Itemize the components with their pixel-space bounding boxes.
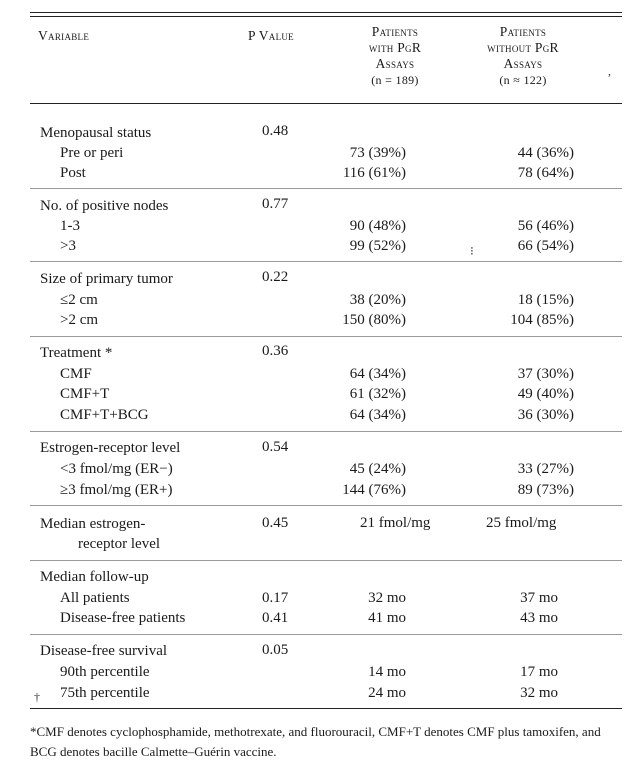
cell-with: 150 (80%)	[342, 312, 406, 328]
group-label: Menopausal status	[40, 125, 152, 141]
cell-with: 41 mo	[368, 610, 406, 626]
group-divider	[30, 336, 622, 337]
cell-without: 104 (85%)	[510, 312, 574, 328]
header-without-pgr: Patients without PgR Assays (n ≈ 122)	[487, 24, 559, 87]
cell-with: 144 (76%)	[342, 482, 406, 498]
cell-without: 25 fmol/mg	[486, 515, 557, 531]
top-rule	[30, 12, 622, 13]
group-label-cont: receptor level	[78, 536, 161, 552]
cell-with: 90 (48%)	[349, 218, 406, 234]
cell-without: 37 (30%)	[517, 366, 574, 382]
p-value: 0.05	[262, 642, 289, 658]
group-divider	[30, 560, 622, 561]
row-label: >3	[60, 238, 76, 254]
p-value: 0.22	[262, 269, 289, 285]
cell-with: 61 (32%)	[349, 386, 406, 402]
p-value: 0.77	[262, 196, 289, 212]
row-label: CMF+T+BCG	[60, 407, 149, 423]
row-label: All patients	[60, 590, 130, 606]
group-label: Median estrogen-	[40, 516, 146, 532]
group-label: Disease-free survival	[40, 643, 168, 659]
header-variable: Variable	[38, 28, 90, 43]
row-label: >2 cm	[60, 312, 99, 328]
cell-with: 45 (24%)	[349, 461, 406, 477]
row-label: ≤2 cm	[60, 292, 98, 308]
row-label: Disease-free patients	[60, 610, 186, 626]
cell-with: 64 (34%)	[349, 366, 406, 382]
cell-without: 17 mo	[520, 664, 558, 680]
stray-mark: †	[34, 690, 40, 704]
row-label: 1-3	[60, 218, 80, 234]
cell-without: 33 (27%)	[517, 461, 574, 477]
stray-mark: ,	[608, 64, 611, 78]
header-with-pgr: Patients with PgR Assays (n = 189)	[368, 24, 422, 87]
group-label: Estrogen-receptor level	[40, 440, 181, 456]
footnote: *CMF denotes cyclophosphamide, methotrexate, and fluorouracil, CMF+T denotes CMF plus tamoxifen, and BCG denotes bacille Calmette–Guérin vaccine.	[30, 724, 601, 759]
row-label: Pre or peri	[60, 145, 124, 161]
p-value: 0.36	[262, 343, 289, 359]
header-p-value: P Value	[248, 28, 294, 43]
row-label: Post	[60, 165, 86, 181]
row-label: <3 fmol/mg (ER−)	[60, 461, 173, 477]
cell-with: 38 (20%)	[349, 292, 406, 308]
cell-without: 44 (36%)	[517, 145, 574, 161]
group-label: Median follow-up	[40, 569, 149, 585]
cell-without: 32 mo	[520, 685, 558, 701]
p-value: 0.17	[262, 590, 289, 606]
row-label: ≥3 fmol/mg (ER+)	[60, 482, 173, 498]
row-label: 90th percentile	[60, 664, 150, 680]
cell-without: 18 (15%)	[517, 292, 574, 308]
cell-without: 89 (73%)	[517, 482, 574, 498]
cell-with: 14 mo	[368, 664, 406, 680]
group-label: Treatment *	[40, 345, 113, 361]
cell-with: 64 (34%)	[349, 407, 406, 423]
group-divider	[30, 505, 622, 506]
cell-with: 21 fmol/mg	[360, 515, 431, 531]
cell-without: 36 (30%)	[517, 407, 574, 423]
group-label: No. of positive nodes	[40, 198, 169, 214]
stray-mark: ⁝	[470, 244, 474, 258]
group-divider	[30, 261, 622, 262]
row-label: 75th percentile	[60, 685, 150, 701]
group-divider	[30, 188, 622, 189]
p-value: 0.41	[262, 610, 289, 626]
cell-without: 78 (64%)	[517, 165, 574, 181]
cell-with: 24 mo	[368, 685, 406, 701]
p-value: 0.45	[262, 515, 289, 531]
row-label: CMF	[60, 366, 92, 382]
cell-without: 37 mo	[520, 590, 558, 606]
p-value: 0.48	[262, 123, 289, 139]
cell-without: 43 mo	[520, 610, 558, 626]
cell-with: 99 (52%)	[349, 238, 406, 254]
bottom-rule	[30, 708, 622, 709]
p-value: 0.54	[262, 439, 289, 455]
row-label: CMF+T	[60, 386, 110, 402]
group-label: Size of primary tumor	[40, 271, 173, 287]
cell-without: 56 (46%)	[517, 218, 574, 234]
cell-without: 66 (54%)	[517, 238, 574, 254]
group-divider	[30, 431, 622, 432]
cell-with: 73 (39%)	[349, 145, 406, 161]
cell-with: 32 mo	[368, 590, 406, 606]
header-rule	[30, 103, 622, 104]
top-rule-2	[30, 16, 622, 17]
group-divider	[30, 634, 622, 635]
cell-with: 116 (61%)	[342, 165, 406, 181]
cell-without: 49 (40%)	[517, 386, 574, 402]
